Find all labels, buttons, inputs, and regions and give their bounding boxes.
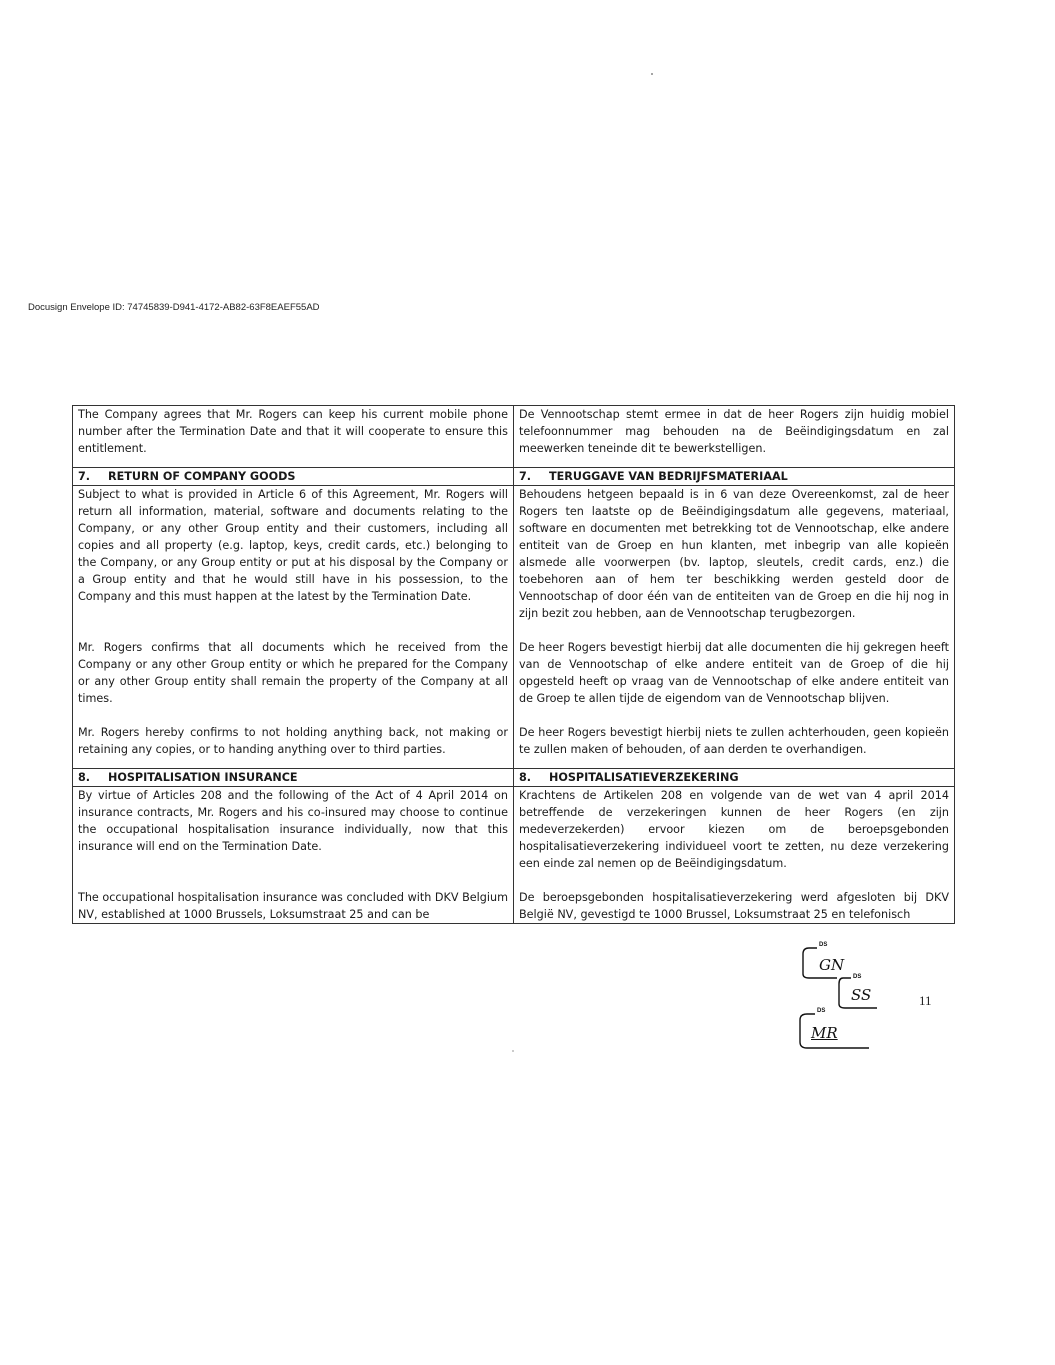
section-7-paragraph-en: Mr. Rogers hereby confirms to not holding anything back, not making or retaining any copies, or to handing anything over to third parties. <box>78 726 508 756</box>
section-8-heading-nl <box>514 769 955 787</box>
section-8-heading-en <box>73 769 514 787</box>
ds-label-1: DS <box>819 942 828 948</box>
intro-nl-text: De Vennootschap stemt ermee in dat de heer Rogers zijn huidig mobiel telefoonnummer mag behouden na de Beëindigingsdatum en zal meewerken teneinde dit te bewerkstelligen. <box>519 408 949 455</box>
scan-speck <box>651 73 653 75</box>
section-7-heading-en <box>73 468 514 486</box>
section-7-body-en <box>73 486 514 769</box>
scan-speck <box>512 1050 514 1052</box>
initial-mr: MR <box>811 1024 838 1042</box>
section-8-title-nl: HOSPITALISATIEVERZEKERING <box>549 771 739 784</box>
section-8-paragraph-nl: Krachtens de Artikelen 208 en volgende van de wet van 4 april 2014 betreffende de verzekeringen kunnen de heer Rogers (en zijn medeverzekerden) ervoor kiezen om de beroepsgebonden hospitalisatieverzekering individueel voort te zetten, nu deze verzekering een einde zal nemen op de Beëindigingsdatum. <box>519 789 949 870</box>
section-8-body-nl <box>514 787 955 924</box>
section-8-number-nl: 8. <box>519 771 532 784</box>
section-7-body-nl <box>514 486 955 769</box>
section-8-body-row <box>73 787 955 924</box>
section-7-paragraph-nl: De heer Rogers bevestigt hierbij dat alle documenten die hij gekregen heeft van de Vennootschap of elke andere entiteit van de Groep of die hij opgesteld heeft op vraag van de Vennootschap of elke andere entiteit van de Groep te allen tijde de eigendom van de Vennootschap blijven. <box>519 641 949 705</box>
ds-label-3: DS <box>817 1008 826 1014</box>
intro-en-text: The Company agrees that Mr. Rogers can keep his current mobile phone number after the Termination Date and that it will cooperate to ensure this entitlement. <box>78 408 508 455</box>
initial-ss: SS <box>851 986 872 1004</box>
section-8-title-en: HOSPITALISATION INSURANCE <box>108 771 298 784</box>
envelope-id: Docusign Envelope ID: 74745839-D941-4172-AB82-63F8EAEF55AD <box>28 302 320 313</box>
section-7-number-nl: 7. <box>519 470 532 483</box>
docusign-initials-block <box>795 942 885 1052</box>
intro-nl-cell <box>514 406 955 468</box>
ds-label-2: DS <box>853 974 862 980</box>
section-8-number-en: 8. <box>78 771 91 784</box>
section-7-body-row <box>73 486 955 769</box>
bilingual-contract-table <box>72 405 955 924</box>
section-7-paragraph-en: Mr. Rogers confirms that all documents which he received from the Company or any other Group entity or which he prepared for the Company or any other Group entity shall remain the property of the Company at all times. <box>78 641 508 705</box>
section-8-body-en <box>73 787 514 924</box>
section-8-paragraph-en: The occupational hospitalisation insurance was concluded with DKV Belgium NV, established at 1000 Brussels, Loksumstraat 25 and can be <box>78 891 508 921</box>
section-7-heading-row <box>73 468 955 486</box>
section-7-paragraph-en: Subject to what is provided in Article 6 of this Agreement, Mr. Rogers will return all information, material, software and documents relating to the Company, or any other Group entity and their customers, including all copies and all property (e.g. laptop, keys, credit cards, etc.) belonging to the Company, or any Group entity or put at his disposal by the Company or a Group entity and that he would still have in his possession, to the Company and this must happen at the latest by the Termination Date. <box>78 488 508 603</box>
section-7-number-en: 7. <box>78 470 91 483</box>
section-8-heading-row <box>73 769 955 787</box>
section-7-paragraph-nl: De heer Rogers bevestigt hierbij niets te zullen achterhouden, geen kopieën te zullen maken of behouden, of aan derden te overhandigen. <box>519 726 949 756</box>
intro-en-cell <box>73 406 514 468</box>
section-7-heading-nl <box>514 468 955 486</box>
page-number: 11 <box>919 993 932 1008</box>
intro-row <box>73 406 955 468</box>
section-7-title-nl: TERUGGAVE VAN BEDRIJFSMATERIAAL <box>549 470 788 483</box>
section-7-paragraph-nl: Behoudens hetgeen bepaald is in 6 van deze Overeenkomst, zal de heer Rogers ten laatste op de Beëindigingsdatum alle gegevens, materiaal, software en documenten met betrekking tot de Vennootschap, elke andere entiteit van de Groep en hun klanten, met inbegrip van alle kopieën alsmede alle voorwerpen (bv. laptop, sleutels, credit cards, enz.) die toebehoren aan of hem ter beschikking werden gesteld door de Vennootschap of door één van de entiteiten van de Groep en die hij nog in zijn bezit zou hebben, aan de Vennootschap terugbezorgen. <box>519 488 949 620</box>
section-7-title-en: RETURN OF COMPANY GOODS <box>108 470 296 483</box>
initial-gn: GN <box>819 956 845 974</box>
section-8-paragraph-en: By virtue of Articles 208 and the following of the Act of 4 April 2014 on insurance contracts, Mr. Rogers and his co-insured may choose to continue the occupational hospitalisation insurance individually, now that this insurance will end on the Termination Date. <box>78 789 508 853</box>
section-8-paragraph-nl: De beroepsgebonden hospitalisatieverzekering werd afgesloten bij DKV België NV, gevestigd te 1000 Brussel, Loksumstraat 25 en telefonisch <box>519 891 949 921</box>
